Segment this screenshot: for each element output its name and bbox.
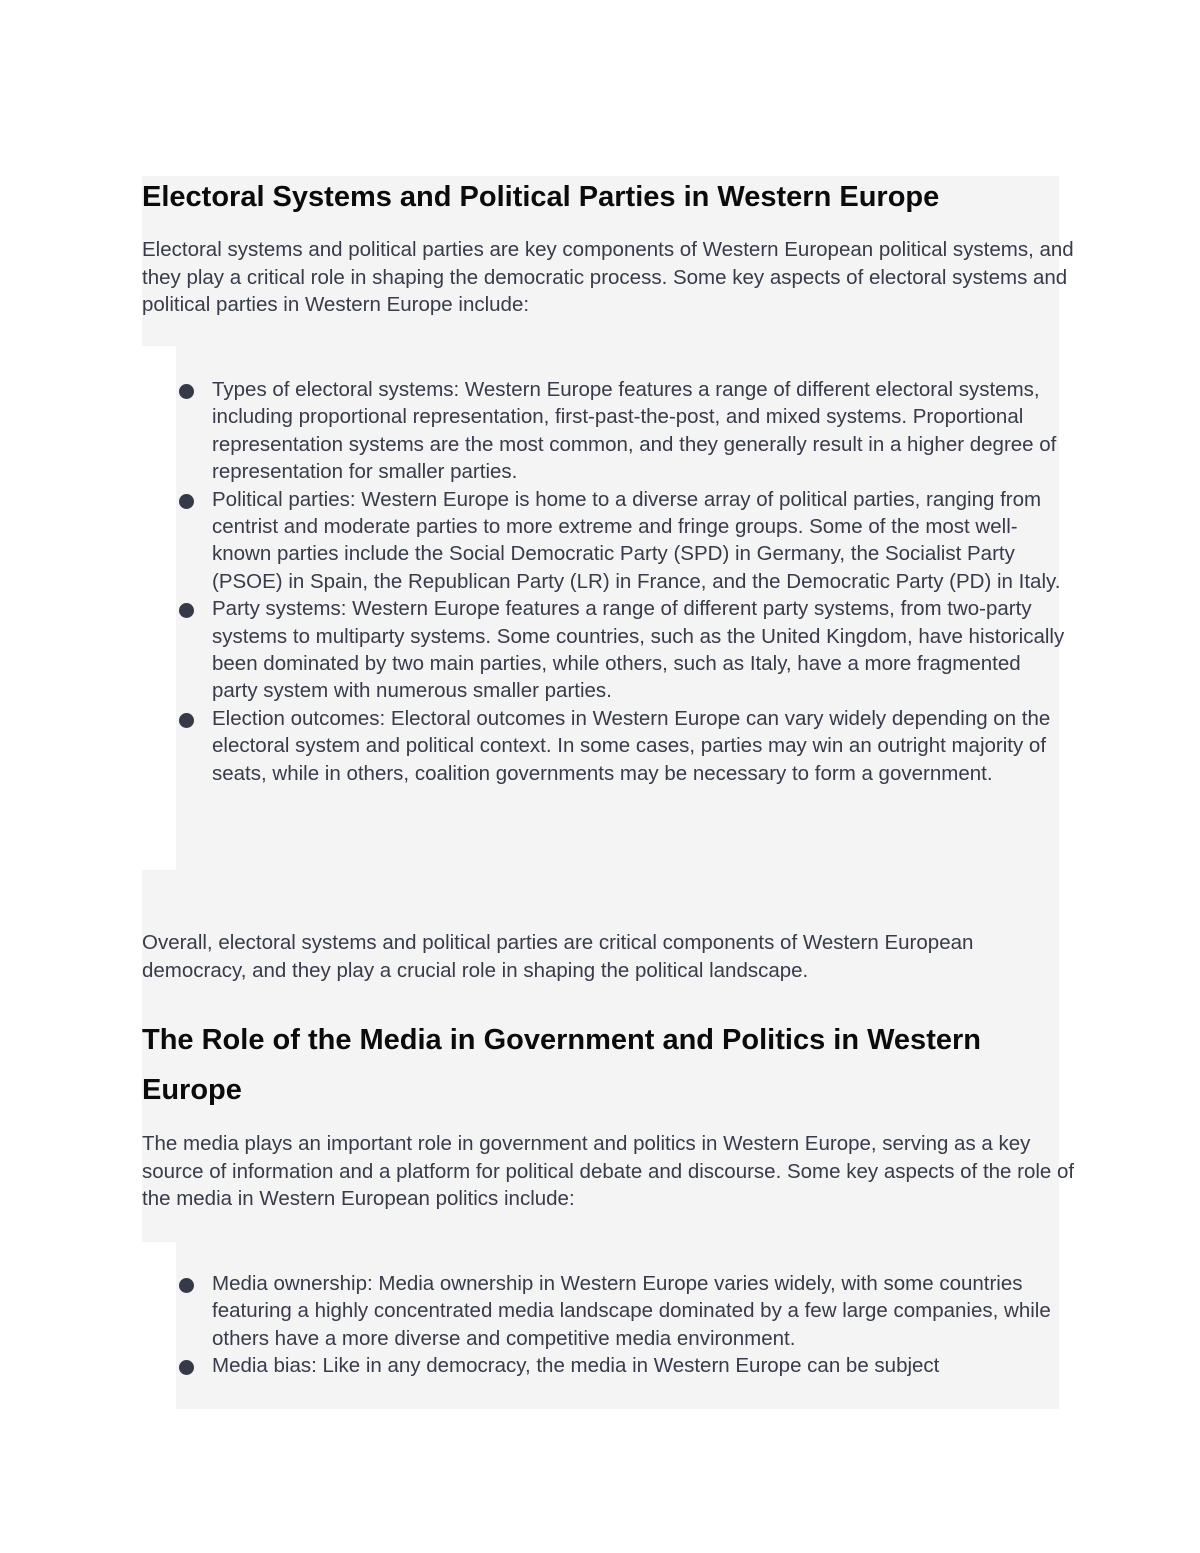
- list-item-text: Media ownership: Media ownership in Western Europe varies widely, with some countries featuring a highly concentrated media landscape dominated by a few large companies, while others have a more diverse and competitive media environment.: [212, 1272, 1051, 1350]
- list-item: [176, 705, 1066, 787]
- section-heading-media-line-1: The Role of the Media in Government and Politics in Western: [142, 1024, 981, 1056]
- bullet-icon: [179, 384, 194, 399]
- list-item-text: Election outcomes: Electoral outcomes in Western Europe can vary widely depending on the electoral system and political context. In some cases, parties may win an outright majority of seats, while in others, coalition governments may be necessary to form a government.: [212, 706, 1051, 785]
- list-item: [176, 1270, 1066, 1352]
- list-item: [176, 376, 1066, 486]
- list-item-text: Types of electoral systems: Western Europe features a range of different electoral systems, including proportional representation, first-past-the-post, and mixed systems. Proportional representation systems are the most common, and they generally result in a higher degree of representation for smaller parties.: [212, 378, 1057, 484]
- electoral-aspects-list: [176, 376, 1066, 787]
- bullet-icon: [179, 713, 194, 728]
- list-item-text: Political parties: Western Europe is home to a diverse array of political parties, ranging from centrist and moderate parties to more extreme and fringe groups. Some of the most well-known parties include the Social Democratic Party (SPD) in Germany, the Socialist Party (PSOE) in Spain, the Republican Party (LR) in France, and the Democratic Party (PD) in Italy.: [212, 487, 1061, 593]
- list-item: [176, 1352, 1066, 1379]
- section-conclusion-electoral: Overall, electoral systems and political parties are critical components of Western European democracy, and they play a crucial role in shaping the political landscape.: [142, 931, 974, 982]
- section-heading-electoral: Electoral Systems and Political Parties in Western Europe: [142, 181, 940, 213]
- bullet-icon: [179, 1278, 194, 1293]
- list-item: [176, 595, 1066, 705]
- section-intro-electoral: Electoral systems and political parties are key components of Western European political systems, and they play a critical role in shaping the democratic process. Some key aspects of electoral systems and political parties in Western Europe include:: [142, 238, 1074, 316]
- bullet-icon: [179, 1360, 194, 1375]
- media-aspects-list: [176, 1270, 1066, 1380]
- bullet-icon: [179, 603, 194, 618]
- list-item: [176, 486, 1066, 596]
- bullet-icon: [179, 494, 194, 509]
- section-intro-media: The media plays an important role in government and politics in Western Europe, serving as a key source of information and a platform for political debate and discourse. Some key aspects of the role of the media in Western European politics include:: [142, 1132, 1075, 1210]
- list-item-text: Media bias: Like in any democracy, the media in Western Europe can be subject: [212, 1354, 940, 1378]
- section-heading-media-line-2: Europe: [142, 1074, 242, 1106]
- list-item-text: Party systems: Western Europe features a range of different party systems, from two-party systems to multiparty systems. Some countries, such as the United Kingdom, have historically been dominated by two main parties, while others, such as Italy, have a more fragmented party system with numerous smaller parties.: [212, 597, 1065, 703]
